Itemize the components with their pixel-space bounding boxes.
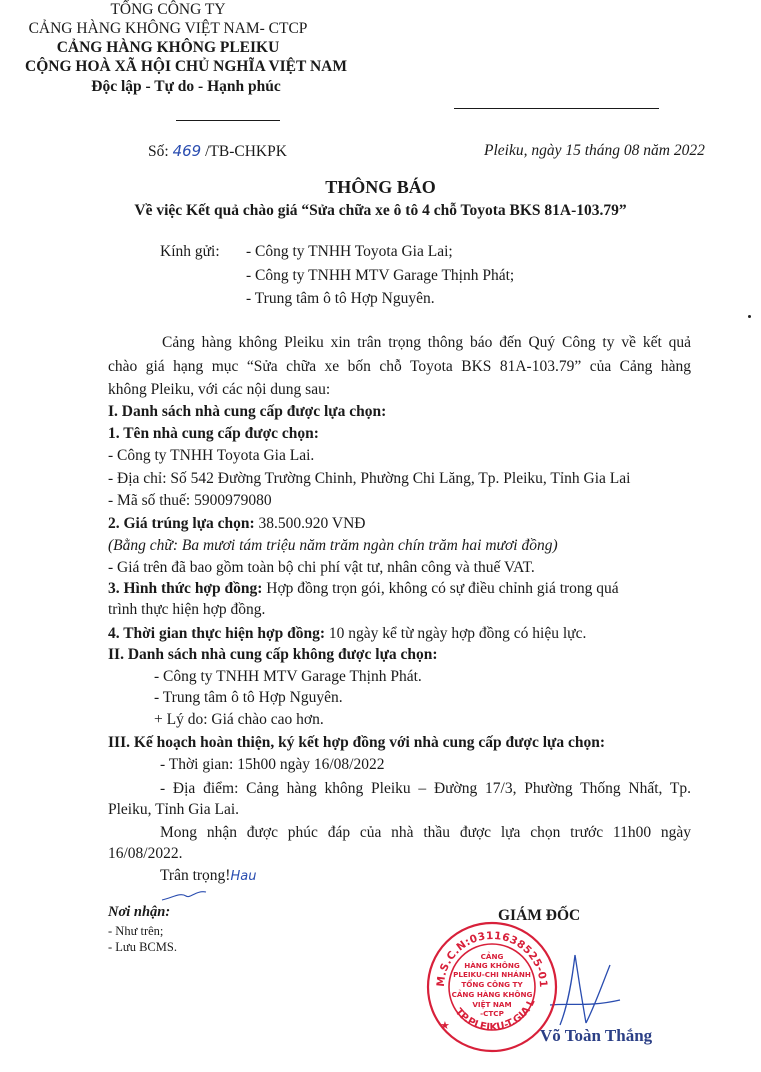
regards [160,866,256,887]
doc-number-label: Số: [148,143,169,160]
intro-line-3: không Pleiku, với các nội dung sau: [108,381,331,398]
winning-price-value: 38.500.920 VNĐ [258,515,366,532]
rejection-reason: + Lý do: Giá chào cao hơn. [154,711,324,728]
issuer-parent: TỔNG CÔNG TY [110,1,226,18]
initials-handwritten: Hau [230,869,257,884]
issuer-underline [176,120,280,121]
receiver-item: - Như trên; [108,924,164,938]
svg-text:CẢNG: CẢNG [480,952,504,961]
recipients-label: Kính gửi: [160,243,220,260]
svg-text:PLEIKU-CHI NHÁNH: PLEIKU-CHI NHÁNH [453,970,531,979]
svg-text:TỔNG CÔNG TY: TỔNG CÔNG TY [461,980,523,989]
contract-form-continued: trình thực hiện hợp đồng. [108,601,266,618]
selected-tax-code: - Mã số thuế: 5900979080 [108,492,272,509]
initial-flourish [160,886,210,906]
signatory-name: Võ Toàn Thắng [540,1026,653,1045]
svg-text:HÀNG KHÔNG: HÀNG KHÔNG [464,961,520,970]
recipient-item: - Trung tâm ô tô Hợp Nguyên. [246,290,435,307]
intro-line-1: Cảng hàng không Pleiku xin trân trọng thông báo đến Quý Công ty về kết quả [162,334,691,351]
issuer-corporation: CẢNG HÀNG KHÔNG VIỆT NAM- CTCP [28,20,308,37]
signing-place-continued: Pleiku, Tỉnh Gia Lai. [108,801,240,818]
doc-number-suffix: /TB-CHKPK [205,143,287,160]
issuer-name: CẢNG HÀNG KHÔNG PLEIKU [56,39,280,56]
svg-text:M.S.C.N:0311638525-015-C.T.C.P: M.S.C.N:0311638525-01 [434,929,550,989]
intro-line-2: chào giá hạng mục “Sửa chữa xe bốn chỗ Toyota BKS 81A-103.79” của Cảng hàng [108,358,691,375]
section-3-heading: III. Kế hoạch hoàn thiện, ký kết hợp đồng với nhà cung cấp được lựa chọn: [108,734,605,751]
unselected-item: - Công ty TNHH MTV Garage Thịnh Phát. [154,668,422,685]
closing-line-1: Mong nhận được phúc đáp của nhà thầu được lựa chọn trước 11h00 ngày [160,824,691,841]
section-1-1-heading: 1. Tên nhà cung cấp được chọn: [108,425,319,442]
contract-form-label: 3. Hình thức hợp đồng: [108,580,263,597]
unselected-item: - Trung tâm ô tô Hợp Nguyên. [154,689,343,706]
document-title: THÔNG BÁO [325,177,436,197]
contract-duration-label: 4. Thời gian thực hiện hợp đồng: [108,625,325,642]
price-note: - Giá trên đã bao gồm toàn bộ chi phí vật tư, nhân công và thuế VAT. [108,559,535,576]
winning-price-label: 2. Giá trúng lựa chọn: [108,515,255,532]
signing-time: - Thời gian: 15h00 ngày 16/08/2022 [160,756,385,773]
document-number [148,141,287,162]
nation-name: CỘNG HOÀ XÃ HỘI CHỦ NGHĨA VIỆT NAM [25,58,347,75]
svg-text:TP.PLEIKU-T.GIA LAI: TP.PLEIKU-T.GIA L [452,997,538,1034]
national-header [0,57,372,97]
contract-form [108,579,691,599]
receivers-label: Nơi nhận: [108,904,171,920]
recipient-item: - Công ty TNHH MTV Garage Thịnh Phát; [246,267,515,284]
svg-text:CẢNG HÀNG KHÔNG: CẢNG HÀNG KHÔNG [451,990,533,999]
scan-speck [748,315,751,318]
receiver-item: - Lưu BCMS. [108,940,177,954]
closing-line-2: 16/08/2022. [108,845,183,862]
recipient-item: - Công ty TNHH Toyota Gia Lai; [246,243,453,260]
regards-text: Trân trọng! [160,867,231,884]
winning-price [108,514,365,534]
document-subject: Về việc Kết quả chào giá “Sửa chữa xe ô tô 4 chỗ Toyota BKS 81A-103.79” [134,202,627,219]
contract-form-text: Hợp đồng trọn gói, không có sự điều chỉnh giá trong quá [266,580,619,597]
national-motto: Độc lập - Tự do - Hạnh phúc [91,78,281,95]
contract-duration [108,624,586,644]
place-date: Pleiku, ngày 15 tháng 08 năm 2022 [484,142,705,159]
signing-place: - Địa điểm: Cảng hàng không Pleiku – Đường 17/3, Phường Thống Nhất, Tp. [160,780,691,797]
selected-company: - Công ty TNHH Toyota Gia Lai. [108,447,315,464]
issuer-block [0,0,336,57]
svg-text:★: ★ [440,1019,450,1032]
selected-address: - Địa chỉ: Số 542 Đường Trường Chinh, Phường Chi Lăng, Tp. Pleiku, Tỉnh Gia Lai [108,470,631,487]
contract-duration-text: 10 ngày kể từ ngày hợp đồng có hiệu lực. [328,625,587,642]
svg-text:-CTCP: -CTCP [480,1009,504,1018]
price-in-words: (Bằng chữ: Ba mươi tám triệu năm trăm ngàn chín trăm hai mươi đồng) [108,537,558,554]
section-2-heading: II. Danh sách nhà cung cấp không được lựa chọn: [108,646,438,663]
motto-underline [454,108,659,109]
signatory-title: GIÁM ĐỐC [498,907,581,924]
doc-number-handwritten: 469 [172,142,202,160]
section-1-heading: I. Danh sách nhà cung cấp được lựa chọn: [108,403,387,420]
svg-text:VIỆT NAM: VIỆT NAM [472,1000,512,1009]
